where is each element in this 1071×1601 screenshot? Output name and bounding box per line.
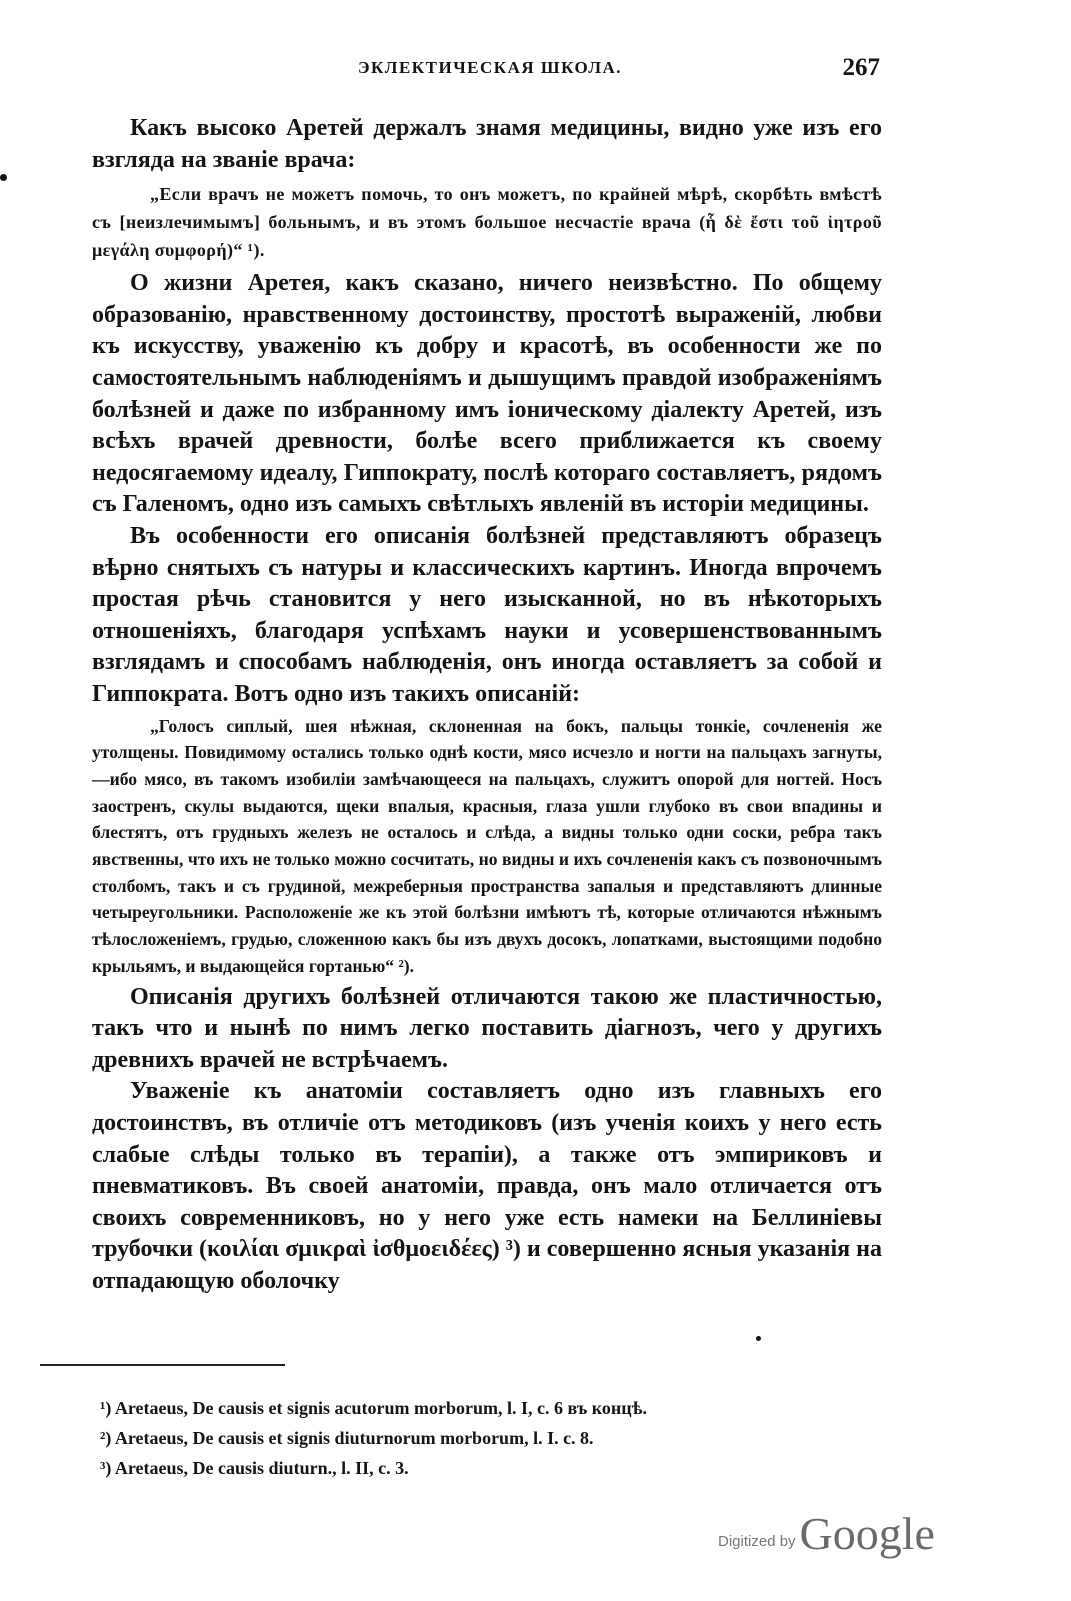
page-number: 267 bbox=[842, 54, 880, 81]
footnote-1: ¹) Aretaeus, De causis et signis acutorum morborum, l. I, c. 6 въ концѣ. bbox=[100, 1398, 647, 1418]
paragraph-3: Въ особенности его описанія болѣзней представляютъ образецъ вѣрно снятыхъ съ натуры и классическихъ картинъ. Иногда впрочемъ простая рѣчь становится у него изысканной, но въ нѣкоторыхъ отношеніяхъ, благодаря успѣхамъ науки и усовершенствованнымъ взглядамъ и способамъ наблюденія, онъ иногда оставляетъ за собой и Гиппократа. Вотъ одно изъ такихъ описаній: bbox=[92, 522, 882, 707]
ink-speck-left bbox=[0, 174, 7, 181]
body-text bbox=[92, 113, 882, 1297]
ink-speck-right bbox=[756, 1336, 761, 1341]
digitized-by-text: Digitized by bbox=[718, 1533, 796, 1550]
paragraph-5: Уваженіе къ анатоміи составляетъ одно изъ главныхъ его достоинствъ, въ отличіе отъ методиковъ (изъ ученія коихъ у него есть слабые слѣды только въ терапіи), а также отъ эмпириковъ и пневматиковъ. Въ своей анатоміи, правда, онъ мало отличается отъ своихъ современниковъ, но у него уже есть намеки на Беллиніевы трубочки (κοιλίαι σμικραὶ ἰσθμοειδέες) ³) и совершенно ясныя указанія на отпадающую оболочку bbox=[92, 1078, 882, 1294]
footnote-divider bbox=[40, 1364, 285, 1366]
digitized-watermark bbox=[718, 1500, 935, 1560]
running-head: ЭКЛЕКТИЧЕСКАЯ ШКОЛА. bbox=[357, 58, 623, 77]
footnotes bbox=[100, 1393, 860, 1483]
google-logo: Google bbox=[799, 1508, 935, 1559]
page-header bbox=[100, 54, 880, 88]
quotation-1: „Если врачъ не можетъ помочь, то онъ можетъ, по крайней мѣрѣ, скорбѣть вмѣстѣ съ [неизлечимымъ] больнымъ, и въ этомъ большое несчастіе врача (ἧ δὲ ἔστι τοῦ ἰητροῦ μεγάλη συμφορή)“ ¹). bbox=[92, 184, 882, 261]
paragraph-2: О жизни Аретея, какъ сказано, ничего неизвѣстно. По общему образованію, нравственному достоинству, простотѣ выраженій, любви къ искусству, уваженію къ добру и красотѣ, въ особенности же по самостоятельнымъ наблюденіямъ и дышущимъ правдой изображеніямъ болѣзней и даже по избранному имъ іоническому діалекту Аретей, изъ всѣхъ врачей древности, болѣе всего приближается къ своему недосягаемому идеалу, Гиппократу, послѣ котораго составляетъ, рядомъ съ Галеномъ, одно изъ самыхъ свѣтлыхъ явленій въ исторіи медицины. bbox=[92, 270, 882, 518]
paragraph-4: Описанія другихъ болѣзней отличаются такою же пластичностью, такъ что и нынѣ по нимъ легко поставить діагнозъ, чего у другихъ древнихъ врачей не встрѣчаемъ. bbox=[92, 983, 882, 1073]
footnote-2: ²) Aretaeus, De causis et signis diuturnorum morborum, l. I. c. 8. bbox=[100, 1428, 594, 1448]
quotation-2: „Голосъ сиплый, шея нѣжная, склоненная на бокъ, пальцы тонкіе, сочлененія же утолщены. Повидимому остались только однѣ кости, мясо исчезло и ногти на пальцахъ загнуты,—ибо мясо, въ такомъ изобиліи замѣчающееся на пальцахъ, служитъ опорой для ногтей. Носъ заостренъ, скулы выдаются, щеки впалыя, красныя, глаза ушли глубоко въ свои впадины и блестятъ, отъ грудныхъ железъ не осталось и слѣда, а видны только одни соски, ребра такъ явственны, что ихъ не только можно сосчитать, но видны и ихъ сочлененія какъ съ позвоночнымъ столбомъ, такъ и съ грудиной, межреберныя пространства запалыя и представляютъ длинные четыреугольники. Расположеніе же къ этой болѣзни имѣютъ тѣ, которые отличаются нѣжнымъ тѣлосложеніемъ, грудью, сложенною какъ бы изъ двухъ досокъ, лопатками, выстоящими подобно крыльямъ, и выдающейся гортанью“ ²). bbox=[92, 715, 882, 976]
paragraph-1: Какъ высоко Аретей держалъ знамя медицины, видно уже изъ его взгляда на званіе врача: bbox=[92, 115, 882, 173]
footnote-3: ³) Aretaeus, De causis diuturn., l. II, c. 3. bbox=[100, 1458, 409, 1478]
